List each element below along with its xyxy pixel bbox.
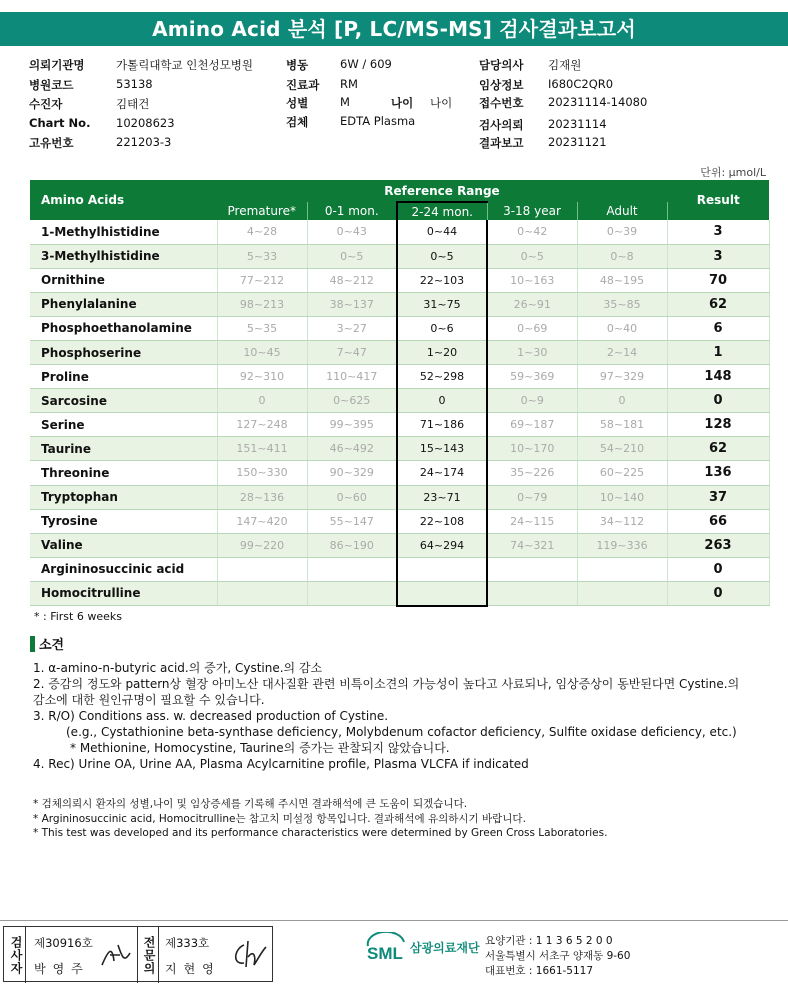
reference-range-cell: 5~35 xyxy=(217,316,307,340)
info-label: 임상정보 xyxy=(479,77,524,92)
reference-range-cell: 0~5 xyxy=(307,244,397,268)
reference-range-cell: 64~294 xyxy=(397,533,487,557)
footnote: * : First 6 weeks xyxy=(34,610,122,623)
reference-range-cell: 10~170 xyxy=(487,437,577,461)
reference-range-cell: 92~310 xyxy=(217,365,307,389)
reference-range-cell: 54~210 xyxy=(577,437,667,461)
lab-code: 요양기관 : 1 1 3 6 5 2 0 0 xyxy=(485,935,613,947)
amino-acid-name: Homocitrulline xyxy=(30,581,217,605)
note-line: * 검체의뢰시 환자의 성별,나이 및 임상증세를 기록해 주시면 결과해석에 큰 도움이 되겠습니다. xyxy=(33,798,468,810)
reference-range-cell: 99~395 xyxy=(307,413,397,437)
result-cell: 0 xyxy=(667,581,769,605)
result-cell: 66 xyxy=(667,509,769,533)
reference-range-cell: 48~212 xyxy=(307,268,397,292)
reference-range-cell: 99~220 xyxy=(217,533,307,557)
section-bar xyxy=(30,636,35,652)
reference-range-cell: 3~27 xyxy=(307,316,397,340)
info-label: 진료과 xyxy=(286,77,320,92)
reference-range-cell: 7~47 xyxy=(307,340,397,364)
amino-acid-name: Phosphoserine xyxy=(30,340,217,364)
reference-range-cell xyxy=(217,557,307,581)
signature-box xyxy=(3,926,273,982)
remark-line: 4. Rec) Urine OA, Urine AA, Plasma Acylcarnitine profile, Plasma VLCFA if indicated xyxy=(33,757,529,771)
info-label: 성별 xyxy=(286,96,309,110)
reference-range-cell: 1~30 xyxy=(487,340,577,364)
reference-range-cell: 15~143 xyxy=(397,437,487,461)
result-cell: 3 xyxy=(667,220,769,244)
lab-phone: 대표번호 : 1661-5117 xyxy=(485,965,594,977)
reference-range-cell: 22~108 xyxy=(397,509,487,533)
amino-acid-name: Threonine xyxy=(30,461,217,485)
specialist-name: 지현영 xyxy=(165,962,221,976)
info-value: 221203-3 xyxy=(116,135,172,149)
table-row xyxy=(30,220,769,244)
info-value: EDTA Plasma xyxy=(340,114,416,128)
info-label: 병원코드 xyxy=(29,77,74,92)
lab-address: 서울특별시 서초구 양재동 9-60 xyxy=(485,950,631,962)
reference-range-cell: 60~225 xyxy=(577,461,667,485)
reference-range-cell: 35~85 xyxy=(577,292,667,316)
reference-range-cell: 5~33 xyxy=(217,244,307,268)
reference-range-cell: 31~75 xyxy=(397,292,487,316)
ref-col-header: Adult xyxy=(577,202,667,220)
table-row xyxy=(30,533,769,557)
reference-range-cell xyxy=(577,557,667,581)
info-label: 고유번호 xyxy=(29,136,74,150)
remark-line: 1. α-amino-n-butyric acid.의 증가, Cystine.의 감소 xyxy=(33,661,323,675)
amino-acid-name: Sarcosine xyxy=(30,389,217,413)
table-row xyxy=(30,581,769,605)
reference-range-cell: 0 xyxy=(577,389,667,413)
reference-range-cell xyxy=(397,581,487,605)
amino-acid-table xyxy=(30,180,770,607)
info-label: 담당의사 xyxy=(479,58,524,72)
reference-range-cell: 46~492 xyxy=(307,437,397,461)
info-value: I680C2QR0 xyxy=(548,76,614,91)
reference-range-cell: 0~44 xyxy=(397,220,487,244)
table-row xyxy=(30,244,769,268)
amino-acid-name: Taurine xyxy=(30,437,217,461)
result-cell: 6 xyxy=(667,316,769,340)
reference-range-cell: 10~45 xyxy=(217,340,307,364)
info-value: 20231121 xyxy=(548,135,607,149)
reference-range-cell: 86~190 xyxy=(307,533,397,557)
reference-range-cell: 52~298 xyxy=(397,365,487,389)
reference-range-cell: 28~136 xyxy=(217,485,307,509)
table-row xyxy=(30,389,769,413)
reference-range-cell xyxy=(577,581,667,605)
tester-signature-icon xyxy=(100,941,132,969)
amino-acid-name: Ornithine xyxy=(30,268,217,292)
note-line: * Argininosuccinic acid, Homocitrulline는 참고치 미설정 항목입니다. 결과해석에 유의하시기 바랍니다. xyxy=(33,812,526,825)
reference-range-cell: 38~137 xyxy=(307,292,397,316)
reference-range-cell xyxy=(487,557,577,581)
result-cell: 3 xyxy=(667,244,769,268)
remark-line: (e.g., Cystathionine beta-synthase deficiency, Molybdenum cofactor deficiency, Sulfite oxidase deficiency, etc.) xyxy=(66,725,737,739)
result-cell: 70 xyxy=(667,268,769,292)
result-cell: 62 xyxy=(667,292,769,316)
info-value: 10208623 xyxy=(116,115,175,130)
lab-logo xyxy=(366,932,480,962)
info-value: 53138 xyxy=(116,76,153,91)
amino-acid-name: Argininosuccinic acid xyxy=(30,557,217,581)
info-label: 결과보고 xyxy=(479,136,524,150)
info-label: 접수번호 xyxy=(479,96,524,110)
reference-range-cell: 0~6 xyxy=(397,316,487,340)
amino-acid-name: 1-Methylhistidine xyxy=(30,220,217,244)
specialist-license: 제333호 xyxy=(165,936,210,950)
info-value: RM xyxy=(340,76,358,91)
col-amino-acids: Amino Acids xyxy=(30,180,217,220)
table-row xyxy=(30,437,769,461)
ref-col-header: 3-18 year xyxy=(487,202,577,220)
reference-range-cell: 127~248 xyxy=(217,413,307,437)
col-reference-range: Reference Range xyxy=(217,180,667,202)
info-value: 6W / 609 xyxy=(340,57,392,71)
remarks-block xyxy=(33,660,768,772)
divider xyxy=(0,920,788,921)
note-line: * This test was developed and its performance characteristics were determined by Green Cross Laboratories. xyxy=(33,827,608,839)
reference-range-cell: 74~321 xyxy=(487,533,577,557)
reference-range-cell: 69~187 xyxy=(487,413,577,437)
reference-range-cell: 110~417 xyxy=(307,365,397,389)
info-value: 김태건 xyxy=(116,97,150,111)
reference-range-cell: 0~60 xyxy=(307,485,397,509)
sml-logo-icon xyxy=(366,932,406,962)
reference-range-cell: 0~43 xyxy=(307,220,397,244)
reference-range-cell: 0~39 xyxy=(577,220,667,244)
amino-acid-name: Tryptophan xyxy=(30,485,217,509)
result-cell: 1 xyxy=(667,340,769,364)
info-label: 수진자 xyxy=(29,97,63,111)
tester-license: 제30916호 xyxy=(34,936,93,950)
amino-acid-name: Tyrosine xyxy=(30,509,217,533)
reference-range-cell: 147~420 xyxy=(217,509,307,533)
reference-range-cell: 98~213 xyxy=(217,292,307,316)
reference-range-cell xyxy=(217,581,307,605)
ref-col-header: Premature* xyxy=(217,202,307,220)
result-cell: 148 xyxy=(667,365,769,389)
reference-range-cell xyxy=(397,557,487,581)
remarks-title: 소견 xyxy=(39,638,65,653)
table-row xyxy=(30,485,769,509)
logo-text: SML xyxy=(367,944,403,962)
reference-range-cell: 0 xyxy=(217,389,307,413)
tester-name: 박영주 xyxy=(34,962,90,976)
age-label: 나이 xyxy=(391,96,414,110)
result-cell: 0 xyxy=(667,389,769,413)
remark-line: 2. 증감의 정도와 pattern상 혈장 아미노산 대사질환 관련 비특이소견의 가능성이 높다고 사료되나, 임상증상이 동반된다면 Cystine.의 xyxy=(33,677,740,691)
reference-range-cell: 90~329 xyxy=(307,461,397,485)
reference-range-cell: 0~8 xyxy=(577,244,667,268)
reference-range-cell: 1~20 xyxy=(397,340,487,364)
reference-range-cell: 2~14 xyxy=(577,340,667,364)
amino-acid-name: Serine xyxy=(30,413,217,437)
tester-label: 검사자 xyxy=(4,927,26,983)
info-label: 검체 xyxy=(286,115,309,129)
info-value: 20231114-14080 xyxy=(548,95,648,109)
table-row xyxy=(30,365,769,389)
reference-range-cell: 24~174 xyxy=(397,461,487,485)
reference-range-cell xyxy=(487,581,577,605)
reference-range-cell: 0~40 xyxy=(577,316,667,340)
reference-range-cell: 0~5 xyxy=(397,244,487,268)
table-row xyxy=(30,292,769,316)
reference-range-cell: 0~42 xyxy=(487,220,577,244)
reference-range-cell: 151~411 xyxy=(217,437,307,461)
age-value: 나이 xyxy=(430,96,453,110)
reference-range-cell xyxy=(307,581,397,605)
lab-info xyxy=(485,934,630,979)
reference-range-cell: 24~115 xyxy=(487,509,577,533)
lab-name: 삼광의료재단 xyxy=(410,940,480,955)
reference-range-cell: 0~5 xyxy=(487,244,577,268)
ref-col-header: 0-1 mon. xyxy=(307,202,397,220)
table-row xyxy=(30,413,769,437)
info-value: M xyxy=(340,95,350,109)
reference-range-cell: 4~28 xyxy=(217,220,307,244)
reference-range-cell: 119~336 xyxy=(577,533,667,557)
reference-range-cell: 48~195 xyxy=(577,268,667,292)
reference-range-cell: 10~140 xyxy=(577,485,667,509)
result-cell: 37 xyxy=(667,485,769,509)
reference-range-cell: 23~71 xyxy=(397,485,487,509)
remark-line: 3. R/O) Conditions ass. w. decreased production of Cystine. xyxy=(33,709,389,723)
amino-acid-name: 3-Methylhistidine xyxy=(30,244,217,268)
table-row xyxy=(30,316,769,340)
table-row xyxy=(30,509,769,533)
amino-acid-name: Valine xyxy=(30,533,217,557)
info-label: 병동 xyxy=(286,58,309,72)
reference-range-cell: 34~112 xyxy=(577,509,667,533)
amino-acid-name: Phosphoethanolamine xyxy=(30,316,217,340)
reference-range-cell: 0~69 xyxy=(487,316,577,340)
reference-range-cell xyxy=(307,557,397,581)
reference-range-cell: 0 xyxy=(397,389,487,413)
remark-line: 감소에 대한 원인규명이 필요할 수 있습니다. xyxy=(33,693,265,707)
reference-range-cell: 58~181 xyxy=(577,413,667,437)
table-row xyxy=(30,557,769,581)
reference-range-cell: 22~103 xyxy=(397,268,487,292)
info-value: 가톨릭대학교 인천성모병원 xyxy=(116,58,253,72)
table-row xyxy=(30,340,769,364)
remarks-heading xyxy=(30,634,64,653)
reference-range-cell: 26~91 xyxy=(487,292,577,316)
result-cell: 128 xyxy=(667,413,769,437)
ref-col-header: 2-24 mon. xyxy=(397,202,487,220)
reference-range-cell: 0~79 xyxy=(487,485,577,509)
reference-range-cell: 35~226 xyxy=(487,461,577,485)
result-cell: 0 xyxy=(667,557,769,581)
reference-range-cell: 0~9 xyxy=(487,389,577,413)
info-value: 20231114 xyxy=(548,117,607,131)
specialist-signature-icon xyxy=(230,939,270,971)
notes-block xyxy=(33,797,607,841)
result-cell: 263 xyxy=(667,533,769,557)
unit-label: 단위: μmol/L xyxy=(700,166,766,179)
reference-range-cell: 0~625 xyxy=(307,389,397,413)
reference-range-cell: 150~330 xyxy=(217,461,307,485)
amino-acid-name: Proline xyxy=(30,365,217,389)
reference-range-cell: 97~329 xyxy=(577,365,667,389)
reference-range-cell: 59~369 xyxy=(487,365,577,389)
result-cell: 62 xyxy=(667,437,769,461)
info-value: 김재원 xyxy=(548,58,582,72)
reference-range-cell: 10~163 xyxy=(487,268,577,292)
report-title: Amino Acid 분석 [P, LC/MS-MS] 검사결과보고서 xyxy=(0,12,788,46)
col-result: Result xyxy=(667,180,769,220)
info-label: 검사의뢰 xyxy=(479,118,524,132)
info-label: 의뢰기관명 xyxy=(29,58,85,72)
amino-acid-name: Phenylalanine xyxy=(30,292,217,316)
table-row xyxy=(30,268,769,292)
reference-range-cell: 77~212 xyxy=(217,268,307,292)
reference-range-cell: 71~186 xyxy=(397,413,487,437)
table-row xyxy=(30,461,769,485)
reference-range-cell: 55~147 xyxy=(307,509,397,533)
specialist-label: 전문의 xyxy=(137,927,159,983)
result-cell: 136 xyxy=(667,461,769,485)
info-label: Chart No. xyxy=(29,115,91,130)
remark-line: * Methionine, Homocystine, Taurine의 증가는 관찰되지 않았습니다. xyxy=(70,741,450,755)
